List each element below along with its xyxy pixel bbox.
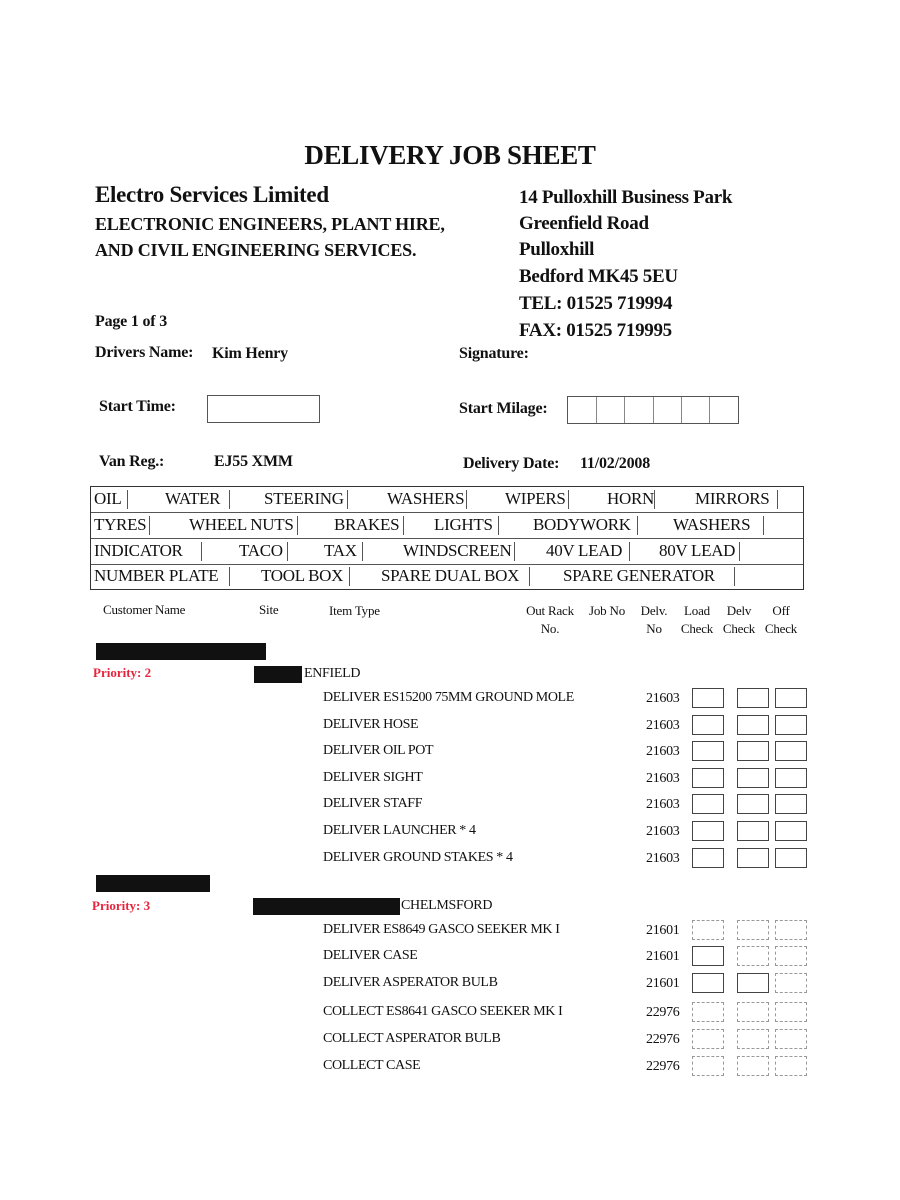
col-off-check-line2: Check — [764, 621, 798, 636]
delv-check-box[interactable] — [737, 973, 769, 993]
item-type: DELIVER SIGHT — [323, 770, 423, 785]
checklist-item[interactable]: WINDSCREEN — [403, 541, 512, 560]
delv-no: 21603 — [646, 824, 680, 839]
off-check-box[interactable] — [775, 794, 807, 814]
off-check-box[interactable] — [775, 920, 807, 940]
delv-check-box[interactable] — [737, 848, 769, 868]
drivers-name-label: Drivers Name: — [95, 344, 194, 361]
off-check-box[interactable] — [775, 848, 807, 868]
col-item-type: Item Type — [329, 603, 380, 618]
checklist-item[interactable]: 80V LEAD — [659, 541, 736, 560]
start-milage-label: Start Milage: — [459, 400, 548, 417]
delv-no: 21603 — [646, 851, 680, 866]
checklist-item[interactable]: TAX — [324, 541, 357, 560]
checklist-item[interactable]: BRAKES — [334, 515, 400, 534]
checklist-item[interactable]: SPARE GENERATOR — [563, 566, 715, 585]
drivers-name-value: Kim Henry — [212, 345, 288, 362]
delivery-date-label: Delivery Date: — [463, 455, 560, 472]
priority-label: Priority: 3 — [92, 898, 151, 913]
delv-no: 21601 — [646, 976, 680, 991]
delv-check-box[interactable] — [737, 1056, 769, 1076]
item-type: DELIVER ES15200 75MM GROUND MOLE — [323, 690, 574, 705]
checklist-item[interactable]: TOOL BOX — [261, 566, 344, 585]
col-load-check-line1: Load — [684, 603, 710, 618]
checklist-item[interactable]: LIGHTS — [434, 515, 493, 534]
vehicle-checklist — [90, 486, 804, 590]
checklist-item[interactable]: BODYWORK — [533, 515, 631, 534]
checklist-row — [91, 539, 803, 565]
checklist-item[interactable]: WASHERS — [387, 489, 465, 508]
col-delv-no-line1: Delv. — [640, 603, 668, 618]
redacted-site-prefix — [254, 666, 302, 683]
load-check-box[interactable] — [692, 1056, 724, 1076]
signature-label: Signature: — [459, 345, 529, 362]
checklist-item[interactable]: OIL — [94, 489, 122, 508]
company-tagline-2: AND CIVIL ENGINEERING SERVICES. — [95, 240, 417, 260]
load-check-box[interactable] — [692, 794, 724, 814]
off-check-box[interactable] — [775, 1056, 807, 1076]
col-site: Site — [259, 602, 279, 617]
load-check-box[interactable] — [692, 768, 724, 788]
address-line-1: 14 Pulloxhill Business Park — [519, 187, 733, 208]
off-check-box[interactable] — [775, 715, 807, 735]
checklist-item[interactable]: INDICATOR — [94, 541, 183, 560]
off-check-box[interactable] — [775, 821, 807, 841]
checklist-item[interactable]: NUMBER PLATE — [94, 566, 219, 585]
col-out-rack — [524, 602, 576, 638]
col-customer-name: Customer Name — [103, 602, 186, 617]
checklist-item[interactable]: HORN — [607, 489, 654, 508]
delv-check-box[interactable] — [737, 688, 769, 708]
checklist-item[interactable]: MIRRORS — [695, 489, 770, 508]
page-number: Page 1 of 3 — [95, 313, 168, 330]
load-check-box[interactable] — [692, 946, 724, 966]
col-out-rack-line2: No. — [540, 621, 560, 636]
delv-check-box[interactable] — [737, 715, 769, 735]
item-type: DELIVER GROUND STAKES * 4 — [323, 850, 513, 865]
delv-check-box[interactable] — [737, 768, 769, 788]
col-delv-no-line2: No — [646, 621, 662, 636]
checklist-item[interactable]: WASHERS — [673, 515, 751, 534]
checklist-item[interactable]: 40V LEAD — [546, 541, 623, 560]
item-type: DELIVER ASPERATOR BULB — [323, 975, 498, 990]
start-time-field[interactable] — [207, 395, 320, 423]
delv-no: 21601 — [646, 949, 680, 964]
col-job-no: Job No — [589, 603, 625, 618]
checklist-item[interactable]: TACO — [239, 541, 283, 560]
delv-check-box[interactable] — [737, 741, 769, 761]
delv-no: 21603 — [646, 691, 680, 706]
checklist-item[interactable]: WATER — [165, 489, 221, 508]
load-check-box[interactable] — [692, 715, 724, 735]
item-type: DELIVER OIL POT — [323, 743, 434, 758]
col-delv-check-line2: Check — [722, 621, 756, 636]
item-type: DELIVER STAFF — [323, 796, 423, 811]
site-name: ENFIELD — [304, 666, 361, 681]
delv-no: 22976 — [646, 1032, 680, 1047]
checklist-item[interactable]: STEERING — [264, 489, 344, 508]
delv-no: 21603 — [646, 718, 680, 733]
checklist-item[interactable]: SPARE DUAL BOX — [381, 566, 520, 585]
off-check-box[interactable] — [775, 741, 807, 761]
off-check-box[interactable] — [775, 688, 807, 708]
redacted-site-prefix — [253, 898, 400, 915]
load-check-box[interactable] — [692, 973, 724, 993]
page-title: DELIVERY JOB SHEET — [304, 140, 596, 170]
delv-no: 21601 — [646, 923, 680, 938]
delv-no: 22976 — [646, 1059, 680, 1074]
address-line-2: Greenfield Road — [519, 213, 649, 234]
load-check-box[interactable] — [692, 821, 724, 841]
load-check-box[interactable] — [692, 920, 724, 940]
delv-no: 22976 — [646, 1005, 680, 1020]
company-name: Electro Services Limited — [95, 182, 329, 207]
item-type: DELIVER CASE — [323, 948, 418, 963]
item-type: DELIVER HOSE — [323, 717, 419, 732]
address-tel: TEL: 01525 719994 — [519, 293, 673, 314]
item-type: DELIVER LAUNCHER * 4 — [323, 823, 476, 838]
col-out-rack-line1: Out Rack — [526, 603, 574, 618]
col-delv-no — [638, 602, 670, 638]
delv-no: 21603 — [646, 797, 680, 812]
delv-no: 21603 — [646, 744, 680, 759]
delv-check-box[interactable] — [737, 794, 769, 814]
address-fax: FAX: 01525 719995 — [519, 320, 672, 341]
checklist-item[interactable]: WIPERS — [505, 489, 566, 508]
start-milage-field[interactable] — [567, 396, 739, 424]
delv-check-box[interactable] — [737, 1029, 769, 1049]
load-check-box[interactable] — [692, 688, 724, 708]
delv-check-box[interactable] — [737, 946, 769, 966]
priority-label: Priority: 2 — [93, 665, 152, 680]
col-delv-check — [721, 602, 757, 638]
checklist-row — [91, 513, 803, 539]
van-reg-value: EJ55 XMM — [214, 453, 293, 470]
redacted-customer-name — [96, 643, 266, 660]
start-time-label: Start Time: — [99, 398, 176, 415]
col-delv-check-line1: Delv — [726, 603, 752, 618]
address-line-3: Pulloxhill — [519, 239, 595, 260]
item-type: DELIVER ES8649 GASCO SEEKER MK I — [323, 922, 560, 937]
item-type: COLLECT CASE — [323, 1058, 421, 1073]
delivery-date-value: 11/02/2008 — [580, 455, 651, 472]
load-check-box[interactable] — [692, 1002, 724, 1022]
checklist-item[interactable]: WHEEL NUTS — [189, 515, 294, 534]
checklist-item[interactable]: TYRES — [94, 515, 147, 534]
col-load-check — [679, 602, 715, 638]
redacted-customer-name — [96, 875, 210, 892]
col-off-check — [763, 602, 799, 638]
item-type: COLLECT ES8641 GASCO SEEKER MK I — [323, 1004, 563, 1019]
delv-no: 21603 — [646, 771, 680, 786]
off-check-box[interactable] — [775, 1029, 807, 1049]
checklist-row — [91, 487, 803, 513]
site-name: CHELMSFORD — [401, 898, 493, 913]
col-load-check-line2: Check — [680, 621, 714, 636]
col-off-check-line1: Off — [772, 603, 790, 618]
delv-check-box[interactable] — [737, 920, 769, 940]
off-check-box[interactable] — [775, 768, 807, 788]
address-line-4: Bedford MK45 5EU — [519, 266, 678, 287]
load-check-box[interactable] — [692, 741, 724, 761]
checklist-row — [91, 564, 803, 589]
off-check-box[interactable] — [775, 1002, 807, 1022]
delv-check-box[interactable] — [737, 821, 769, 841]
off-check-box[interactable] — [775, 973, 807, 993]
company-tagline-1: ELECTRONIC ENGINEERS, PLANT HIRE, — [95, 214, 445, 234]
delv-check-box[interactable] — [737, 1002, 769, 1022]
off-check-box[interactable] — [775, 946, 807, 966]
van-reg-label: Van Reg.: — [99, 453, 165, 470]
load-check-box[interactable] — [692, 1029, 724, 1049]
load-check-box[interactable] — [692, 848, 724, 868]
item-type: COLLECT ASPERATOR BULB — [323, 1031, 501, 1046]
